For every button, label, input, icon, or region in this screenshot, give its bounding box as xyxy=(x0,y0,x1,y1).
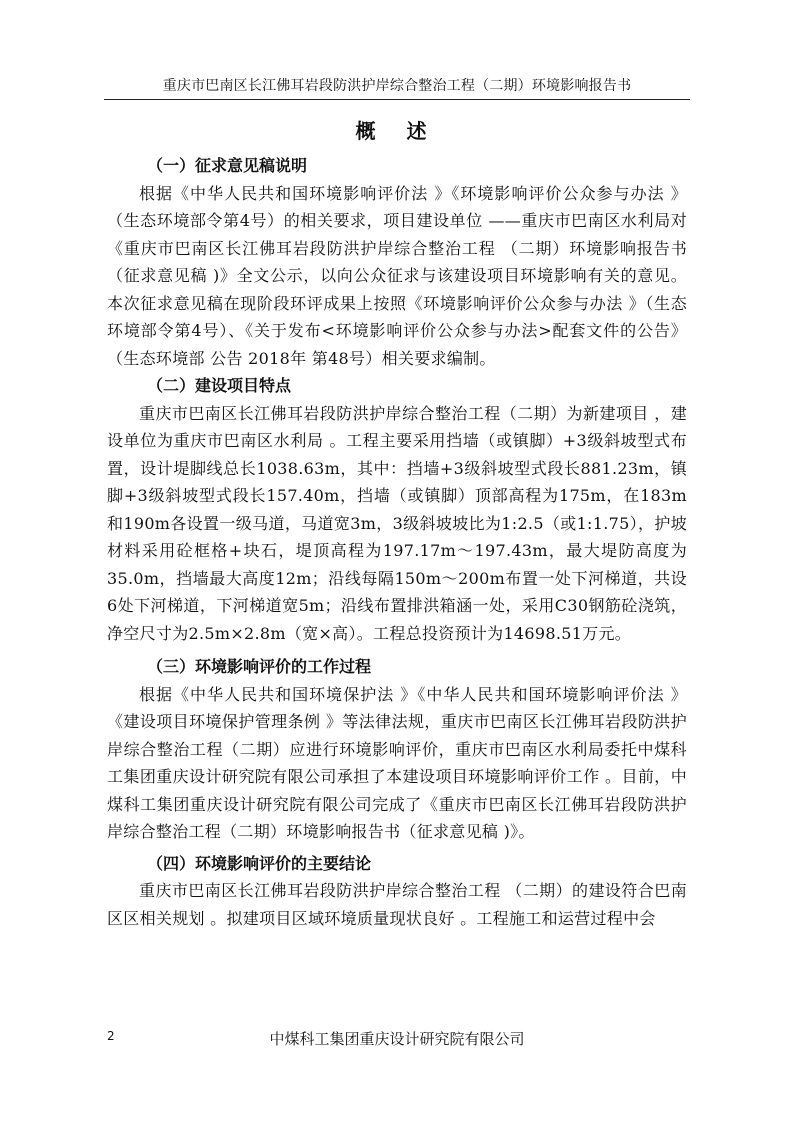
section-1 xyxy=(107,152,687,372)
page-number: 2 xyxy=(107,1029,115,1043)
section-2 xyxy=(107,372,687,647)
section-heading: （四）环境影响评价的主要结论 xyxy=(147,853,372,873)
section-heading: （一）征求意见稿说明 xyxy=(147,156,308,175)
document-body xyxy=(107,152,687,932)
header-rule xyxy=(104,99,690,100)
section-4 xyxy=(107,850,687,933)
running-header: 重庆市巴南区长江佛耳岩段防洪护岸综合整治工程（二期）环境影响报告书 xyxy=(162,78,632,94)
section-paragraph: 重庆市巴南区长江佛耳岩段防洪护岸综合整治工程 （二期）的建设符合巴南区区相关规划 。拟建项目区域环境质量现状良好 。工程施工和运营过程中会 xyxy=(107,881,687,928)
page-title: 概 述 xyxy=(355,119,439,143)
section-heading: （二）建设项目特点 xyxy=(147,376,292,395)
section-3 xyxy=(107,653,687,846)
section-paragraph: 重庆市巴南区长江佛耳岩段防洪护岸综合整治工程（二期）为新建项目 ，建设单位为重庆市巴南区水利局 。工程主要采用挡墙（或镇脚）+3级斜坡型式布置，设计堤脚线总长1038.63m，其中：挡墙+3级斜坡型式段长881.23m，镇脚+3级斜坡型式段长157.40m，挡墙（或镇脚）顶部高程为175m，在183m和190m各设置一级马道，马道宽3m，3级斜坡坡比为1:2.5（或1:1.75），护坡材料采用砼框格+块石，堤顶高程为197.17m～197.43m，最大堤防高度为35.0m，挡墙最大高度12m；沿线每隔150m～200m布置一处下河梯道，共设6处下河梯道，下河梯道宽5m；沿线布置排洪箱涵一处，采用C30钢筋砼浇筑，净空尺寸为2.5m×2.8m（宽×高）。工程总投资预计为14698.51万元。 xyxy=(107,403,687,643)
footer-company: 中煤科工集团重庆设计研究院有限公司 xyxy=(269,1030,525,1048)
section-paragraph: 根据《中华人民共和国环境保护法 》《中华人民共和国环境影响评价法 》《建设项目环境保护管理条例 》等法律法规，重庆市巴南区长江佛耳岩段防洪护岸综合整治工程（二期）应进行环境影响评价，重庆市巴南区水利局委托中煤科工集团重庆设计研究院有限公司承担了本建设项目环境影响评价工作 。目前，中煤科工集团重庆设计研究院有限公司完成了《重庆市巴南区长江佛耳岩段防洪护岸综合整治工程（二期）环境影响报告书（征求意见稿 )》。 xyxy=(107,684,687,841)
section-heading: （三）环境影响评价的工作过程 xyxy=(147,657,372,676)
section-paragraph: 根据《中华人民共和国环境影响评价法 》《环境影响评价公众参与办法 》（生态环境部令第4号）的相关要求，项目建设单位 ——重庆市巴南区水利局对《重庆市巴南区长江佛耳岩段防洪护岸综合整治工程 （二期）环境影响报告书（征求意见稿 )》全文公示，以向公众征求与该建设项目环境影响有关的意见。本次征求意见稿在现阶段环评成果上按照《环境影响评价公众参与办法 》（生态环境部令第4号）、《关于发布<环境影响评价公众参与办法>配套文件的公告》（生态环境部 公告 2018年 第48号）相关要求编制。 xyxy=(107,183,687,368)
